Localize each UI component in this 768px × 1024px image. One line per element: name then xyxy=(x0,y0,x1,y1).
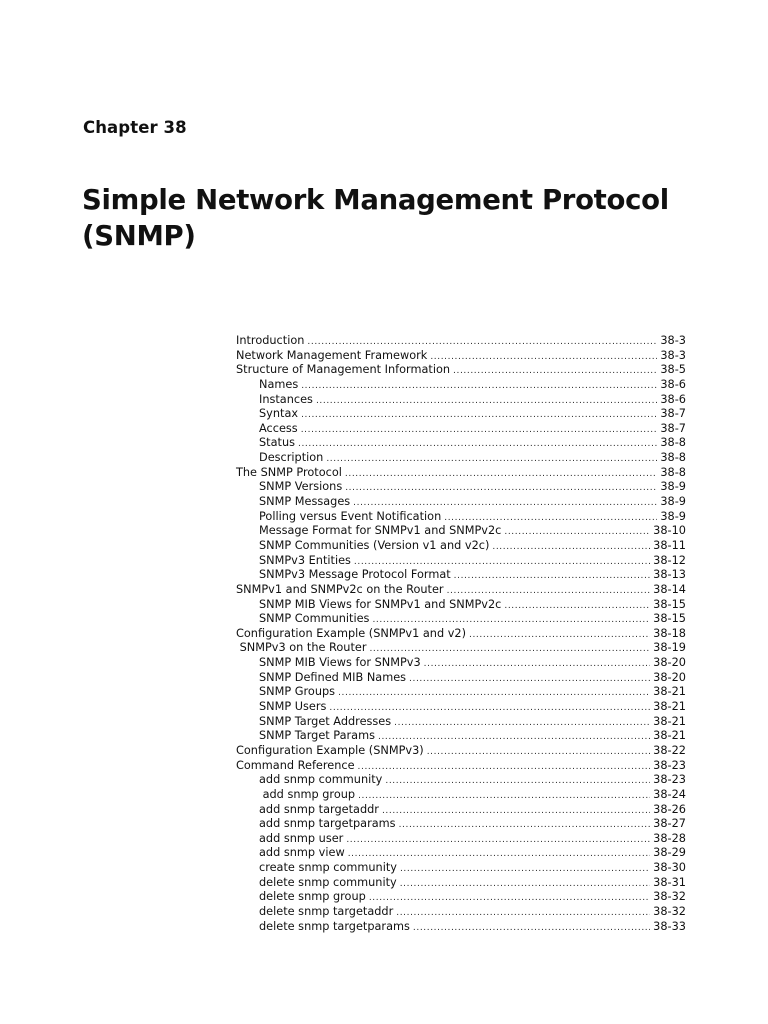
toc-entry[interactable] xyxy=(236,422,686,437)
toc-entry-title: Polling versus Event Notification xyxy=(259,509,442,523)
toc-entry[interactable] xyxy=(236,876,686,891)
toc-entry-title: delete snmp community xyxy=(259,875,397,889)
toc-entry[interactable] xyxy=(236,363,686,378)
toc-entry[interactable] xyxy=(236,641,686,656)
toc-entry-title: SNMP Communities xyxy=(259,612,370,626)
toc-entry-title: SNMPv3 on the Router xyxy=(236,641,367,655)
toc-entry-title: Status xyxy=(259,436,295,450)
toc-entry-title: Configuration Example (SNMPv3) xyxy=(236,743,424,757)
toc-entry[interactable] xyxy=(236,890,686,905)
toc-dot-leader xyxy=(358,760,651,775)
toc-entry-title: Instances xyxy=(259,392,313,406)
toc-entry-page-number: 38-24 xyxy=(653,787,686,801)
chapter-label: Chapter 38 xyxy=(83,118,187,137)
toc-entry-page-number: 38-21 xyxy=(653,700,686,714)
toc-entry-page-number: 38-22 xyxy=(653,743,686,757)
toc-entry-title: SNMP Groups xyxy=(259,685,336,699)
toc-entry-page-number: 38-32 xyxy=(653,890,686,904)
toc-entry-title: SNMP Defined MIB Names xyxy=(259,670,407,684)
toc-entry-title: SNMPv1 and SNMPv2c on the Router xyxy=(236,582,444,596)
toc-entry-page-number: 38-26 xyxy=(653,802,686,816)
toc-entry-page-number: 38-3 xyxy=(660,348,686,362)
toc-entry[interactable] xyxy=(236,803,686,818)
toc-dot-leader xyxy=(385,774,650,789)
toc-entry-page-number: 38-7 xyxy=(660,421,686,435)
toc-dot-leader xyxy=(400,862,650,877)
toc-entry[interactable] xyxy=(236,729,686,744)
toc-entry-title: delete snmp group xyxy=(259,890,366,904)
toc-dot-leader xyxy=(424,657,651,672)
toc-entry[interactable] xyxy=(236,671,686,686)
toc-entry[interactable] xyxy=(236,773,686,788)
toc-entry-title: add snmp targetaddr xyxy=(259,802,379,816)
toc-entry-title: Command Reference xyxy=(236,758,355,772)
toc-dot-leader xyxy=(447,584,651,599)
toc-entry[interactable] xyxy=(236,568,686,583)
toc-entry-page-number: 38-15 xyxy=(653,597,686,611)
toc-entry-title: add snmp targetparams xyxy=(259,817,396,831)
toc-entry[interactable] xyxy=(236,656,686,671)
toc-dot-leader xyxy=(354,555,650,570)
toc-entry-page-number: 38-9 xyxy=(660,495,686,509)
toc-entry[interactable] xyxy=(236,480,686,495)
toc-entry-title: delete snmp targetaddr xyxy=(259,904,394,918)
toc-dot-leader xyxy=(409,672,650,687)
toc-entry[interactable] xyxy=(236,378,686,393)
toc-dot-leader xyxy=(396,906,650,921)
toc-entry-title: Configuration Example (SNMPv1 and v2) xyxy=(236,626,466,640)
toc-entry-page-number: 38-18 xyxy=(653,626,686,640)
toc-entry[interactable] xyxy=(236,627,686,642)
toc-entry[interactable] xyxy=(236,846,686,861)
toc-entry-title: SNMP Messages xyxy=(259,495,351,509)
toc-dot-leader xyxy=(348,847,650,862)
toc-entry[interactable] xyxy=(236,451,686,466)
toc-entry-title: Names xyxy=(259,377,299,391)
toc-entry-title: Access xyxy=(259,421,298,435)
toc-entry-page-number: 38-23 xyxy=(653,773,686,787)
toc-entry-title: Structure of Management Information xyxy=(236,363,451,377)
toc-entry-title: SNMP MIB Views for SNMPv3 xyxy=(259,656,421,670)
toc-entry[interactable] xyxy=(236,539,686,554)
toc-dot-leader xyxy=(400,877,650,892)
toc-entry-title: add snmp group xyxy=(259,787,356,801)
toc-dot-leader xyxy=(427,745,650,760)
toc-dot-leader xyxy=(298,437,657,452)
toc-entry-page-number: 38-11 xyxy=(653,538,686,552)
toc-entry-page-number: 38-14 xyxy=(653,582,686,596)
toc-entry[interactable] xyxy=(236,861,686,876)
toc-entry[interactable] xyxy=(236,407,686,422)
toc-entry-page-number: 38-5 xyxy=(660,363,686,377)
toc-entry-page-number: 38-20 xyxy=(653,656,686,670)
toc-entry[interactable] xyxy=(236,685,686,700)
toc-entry-title: SNMP Target Params xyxy=(259,729,375,743)
toc-dot-leader xyxy=(326,452,657,467)
toc-dot-leader xyxy=(394,716,650,731)
toc-entry[interactable] xyxy=(236,788,686,803)
toc-entry[interactable] xyxy=(236,817,686,832)
chapter-title-line-2: (SNMP) xyxy=(82,220,196,252)
toc-entry-title: SNMPv3 Message Protocol Format xyxy=(259,568,451,582)
toc-dot-leader xyxy=(413,921,650,936)
toc-entry[interactable] xyxy=(236,495,686,510)
toc-entry-page-number: 38-27 xyxy=(653,817,686,831)
toc-dot-leader xyxy=(301,423,658,438)
toc-dot-leader xyxy=(504,525,650,540)
toc-entry-page-number: 38-12 xyxy=(653,553,686,567)
toc-entry[interactable] xyxy=(236,510,686,525)
toc-entry-page-number: 38-6 xyxy=(660,377,686,391)
toc-entry-title: Network Management Framework xyxy=(236,348,428,362)
toc-entry[interactable] xyxy=(236,393,686,408)
toc-entry[interactable] xyxy=(236,744,686,759)
toc-entry[interactable] xyxy=(236,583,686,598)
toc-entry[interactable] xyxy=(236,612,686,627)
toc-entry-title: SNMP Users xyxy=(259,700,327,714)
toc-dot-leader xyxy=(301,408,657,423)
toc-entry-title: Description xyxy=(259,451,324,465)
toc-entry-title: delete snmp targetparams xyxy=(259,919,410,933)
toc-dot-leader xyxy=(372,613,650,628)
toc-entry-page-number: 38-7 xyxy=(660,407,686,421)
toc-entry-title: add snmp community xyxy=(259,773,383,787)
toc-dot-leader xyxy=(345,467,657,482)
toc-entry-title: SNMP Communities (Version v1 and v2c) xyxy=(259,538,490,552)
toc-entry-page-number: 38-28 xyxy=(653,831,686,845)
toc-entry-page-number: 38-21 xyxy=(653,714,686,728)
toc-dot-leader xyxy=(358,789,650,804)
toc-dot-leader xyxy=(316,394,657,409)
toc-entry[interactable] xyxy=(236,524,686,539)
toc-entry-title: The SNMP Protocol xyxy=(236,465,342,479)
toc-entry-page-number: 38-15 xyxy=(653,612,686,626)
toc-dot-leader xyxy=(454,569,651,584)
toc-dot-leader xyxy=(307,335,657,350)
toc-entry-page-number: 38-31 xyxy=(653,875,686,889)
toc-dot-leader xyxy=(453,364,657,379)
toc-dot-leader xyxy=(369,891,650,906)
toc-dot-leader xyxy=(399,818,651,833)
toc-entry-page-number: 38-6 xyxy=(660,392,686,406)
toc-entry-page-number: 38-33 xyxy=(653,919,686,933)
toc-entry[interactable] xyxy=(236,466,686,481)
toc-dot-leader xyxy=(301,379,657,394)
toc-entry[interactable] xyxy=(236,715,686,730)
toc-dot-leader xyxy=(444,511,657,526)
toc-entry[interactable] xyxy=(236,905,686,920)
toc-dot-leader xyxy=(338,686,650,701)
toc-entry-page-number: 38-3 xyxy=(660,334,686,347)
toc-entry-page-number: 38-8 xyxy=(660,465,686,479)
toc-entry-title: SNMP Target Addresses xyxy=(259,714,392,728)
toc-entry-page-number: 38-19 xyxy=(653,641,686,655)
toc-entry-page-number: 38-8 xyxy=(660,436,686,450)
toc-entry-title: create snmp community xyxy=(259,861,397,875)
toc-entry-page-number: 38-13 xyxy=(653,568,686,582)
toc-entry[interactable] xyxy=(236,554,686,569)
toc-entry-title: add snmp view xyxy=(259,846,345,860)
toc-entry-page-number: 38-30 xyxy=(653,861,686,875)
toc-entry-page-number: 38-23 xyxy=(653,758,686,772)
toc-entry[interactable] xyxy=(236,334,686,349)
toc-entry-title: SNMP Versions xyxy=(259,480,343,494)
toc-entry[interactable] xyxy=(236,759,686,774)
toc-dot-leader xyxy=(378,730,650,745)
toc-entry-page-number: 38-21 xyxy=(653,729,686,743)
toc-entry-page-number: 38-9 xyxy=(660,480,686,494)
toc-entry-title: Message Format for SNMPv1 and SNMPv2c xyxy=(259,524,502,538)
toc-dot-leader xyxy=(382,804,650,819)
table-of-contents xyxy=(236,334,686,934)
toc-entry[interactable] xyxy=(236,920,686,935)
chapter-title xyxy=(82,182,722,254)
toc-entry[interactable] xyxy=(236,598,686,613)
toc-entry-title: SNMPv3 Entities xyxy=(259,553,351,567)
toc-dot-leader xyxy=(492,540,650,555)
toc-entry[interactable] xyxy=(236,349,686,364)
toc-dot-leader xyxy=(369,642,650,657)
toc-dot-leader xyxy=(329,701,650,716)
toc-dot-leader xyxy=(469,628,650,643)
toc-entry-page-number: 38-20 xyxy=(653,670,686,684)
toc-dot-leader xyxy=(430,350,657,365)
toc-entry-page-number: 38-32 xyxy=(653,904,686,918)
toc-entry[interactable] xyxy=(236,436,686,451)
toc-entry-title: add snmp user xyxy=(259,831,344,845)
toc-entry-page-number: 38-29 xyxy=(653,846,686,860)
chapter-title-line-1: Simple Network Management Protocol xyxy=(82,184,669,216)
toc-entry-title: Introduction xyxy=(236,334,305,347)
toc-entry-page-number: 38-9 xyxy=(660,509,686,523)
toc-entry-page-number: 38-8 xyxy=(660,451,686,465)
toc-entry-title: Syntax xyxy=(259,407,299,421)
toc-entry[interactable] xyxy=(236,832,686,847)
toc-dot-leader xyxy=(346,833,650,848)
toc-dot-leader xyxy=(345,481,657,496)
toc-entry-title: SNMP MIB Views for SNMPv1 and SNMPv2c xyxy=(259,597,502,611)
toc-entry-page-number: 38-10 xyxy=(653,524,686,538)
toc-dot-leader xyxy=(504,599,650,614)
toc-entry[interactable] xyxy=(236,700,686,715)
toc-entry-page-number: 38-21 xyxy=(653,685,686,699)
toc-dot-leader xyxy=(353,496,657,511)
